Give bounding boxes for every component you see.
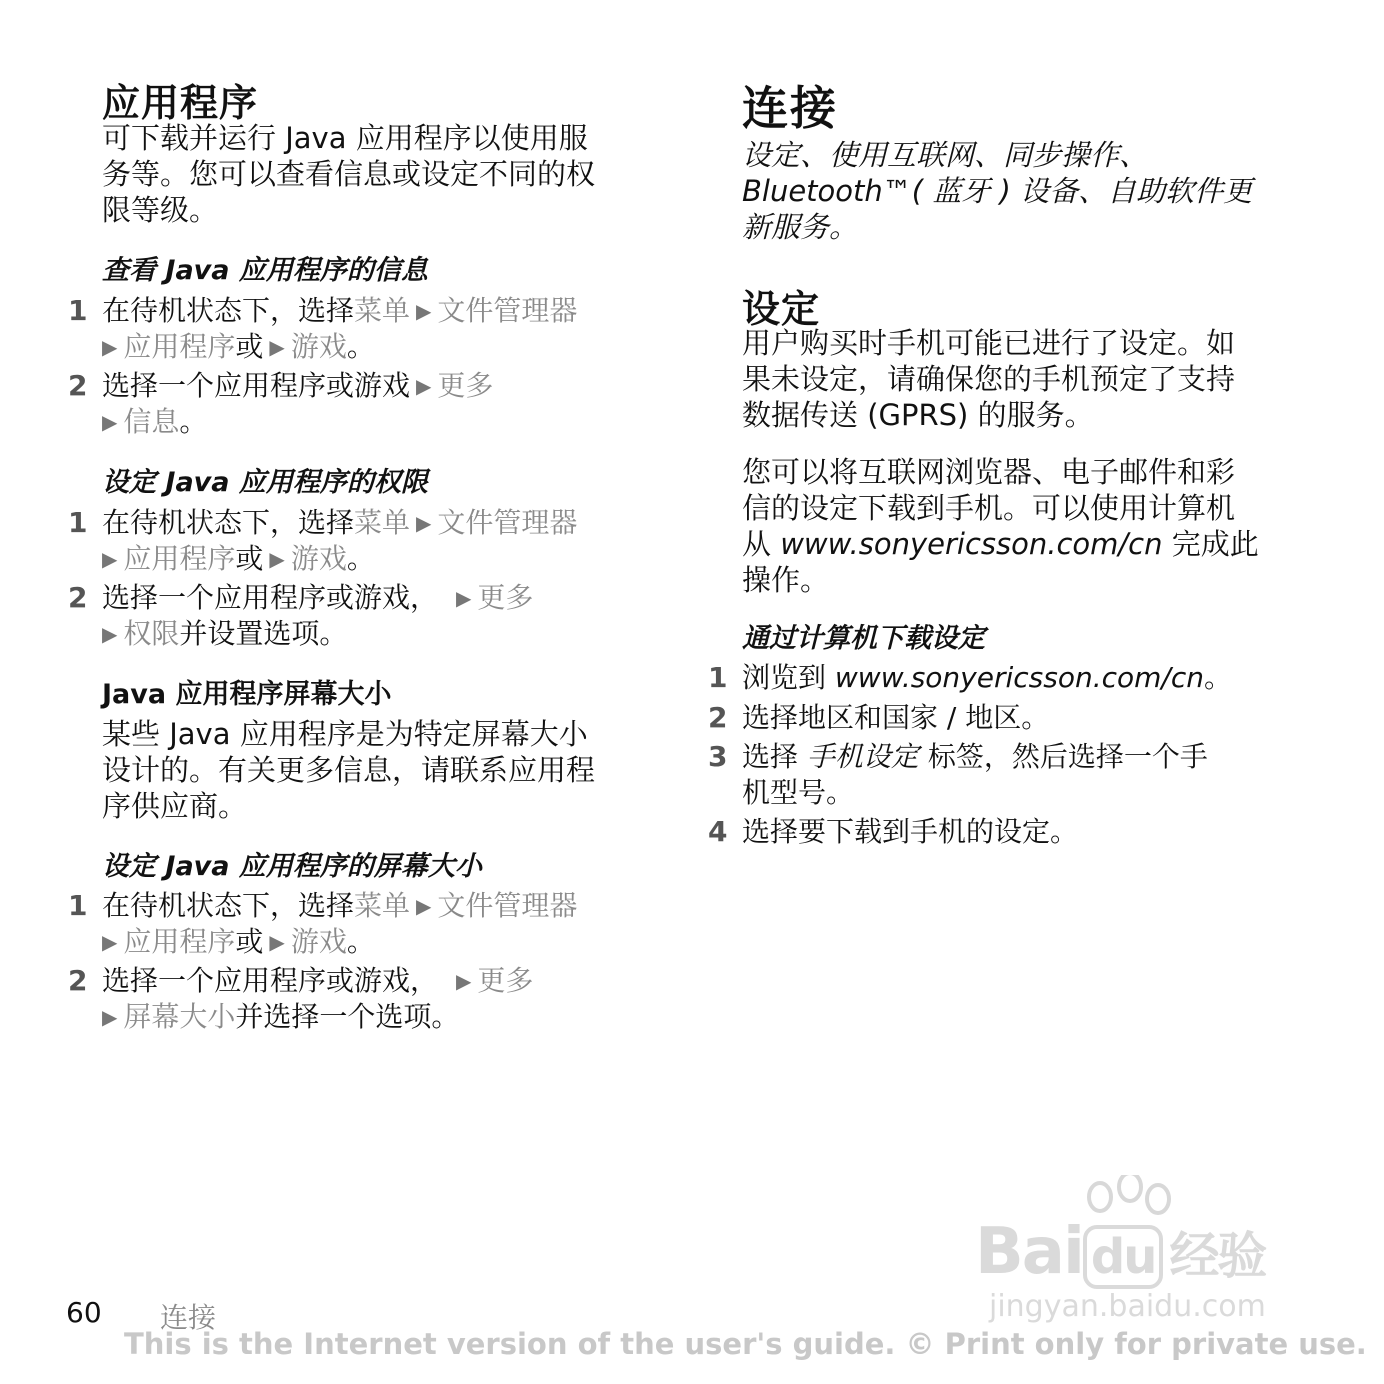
arrow-icon: ▶ [456, 586, 472, 610]
website-link[interactable]: www.sonyericsson.com/cn [834, 661, 1204, 694]
arrow-icon: ▶ [416, 894, 432, 918]
list-item: 1 在待机状态下，选择菜单 ▶ 文件管理器 ▶ 应用程序或 ▶ 游戏。 [68, 294, 578, 363]
section-title-settings: 设定 [742, 287, 821, 331]
website-link[interactable]: www.sonyericsson.com/cn [780, 527, 1163, 561]
arrow-icon: ▶ [269, 930, 285, 954]
subheading-view-java-info: 查看 Java 应用程序的信息 [102, 255, 428, 286]
arrow-icon: ▶ [102, 1005, 118, 1029]
subheading-download-settings: 通过计算机下载设定 [742, 623, 985, 654]
list-item: 2 选择一个应用程序或游戏， ▶ 更多 ▶ 权限并设置选项。 [68, 581, 534, 650]
settings-paragraph-2: 您可以将互联网浏览器、电子邮件和彩 信的设定下载到手机。可以使用计算机 从 www.sonyericsson.com/cn 完成此 操作。 [742, 455, 1259, 597]
java-screen-size-text: 某些 Java 应用程序是为特定屏幕大小 设计的。有关更多信息，请联系应用程 序供应商。 [102, 717, 596, 823]
arrow-icon: ▶ [416, 374, 432, 398]
arrow-icon: ▶ [102, 335, 118, 359]
arrow-icon: ▶ [456, 969, 472, 993]
subheading-java-permissions: 设定 Java 应用程序的权限 [102, 467, 428, 498]
footer-section-name: 连接 [160, 1301, 217, 1334]
list-item: 2 选择一个应用程序或游戏 ▶ 更多 ▶ 信息。 [68, 369, 494, 438]
list-item: 3 选择 手机设定 标签，然后选择一个手 机型号。 [708, 740, 1208, 809]
arrow-icon: ▶ [416, 299, 432, 323]
arrow-icon: ▶ [269, 335, 285, 359]
settings-paragraph-1: 用户购买时手机可能已进行了设定。如 果未设定，请确保您的手机预定了支持 数据传送 (GPRS) 的服务。 [742, 326, 1236, 432]
list-item: 1 在待机状态下，选择菜单 ▶ 文件管理器 ▶ 应用程序或 ▶ 游戏。 [68, 506, 578, 575]
applications-intro: 可下载并运行 Java 应用程序以使用服 务等。您可以查看信息或设定不同的权 限等级。 [102, 121, 596, 227]
arrow-icon: ▶ [102, 410, 118, 434]
arrow-icon: ▶ [269, 547, 285, 571]
arrow-icon: ▶ [102, 622, 118, 646]
page-number: 60 [66, 1296, 102, 1329]
section-title-applications: 应用程序 [102, 81, 259, 125]
subheading-java-screen-size: Java 应用程序屏幕大小 [102, 679, 392, 710]
arrow-icon: ▶ [416, 511, 432, 535]
list-item: 4 选择要下载到手机的设定。 [708, 815, 1079, 848]
section-title-connectivity: 连接 [742, 81, 838, 135]
subheading-set-java-screen-size: 设定 Java 应用程序的屏幕大小 [102, 851, 482, 882]
arrow-icon: ▶ [102, 547, 118, 571]
list-item: 1 在待机状态下，选择菜单 ▶ 文件管理器 ▶ 应用程序或 ▶ 游戏。 [68, 889, 578, 958]
list-item: 1 浏览到 www.sonyericsson.com/cn。 [708, 661, 1233, 694]
list-item: 2 选择地区和国家 / 地区。 [708, 701, 1050, 734]
list-item: 2 选择一个应用程序或游戏， ▶ 更多 ▶ 屏幕大小并选择一个选项。 [68, 964, 534, 1033]
arrow-icon: ▶ [102, 930, 118, 954]
baidu-jingyan-watermark: Bai du 经验 jingyan.baidu.com [975, 1175, 1305, 1325]
connectivity-intro: 设定、使用互联网、同步操作、 Bluetooth™( 蓝牙 ) 设备、自助软件更 新服务。 [742, 138, 1253, 244]
footer-disclaimer: This is the Internet version of the user's guide. © Print only for private use. [124, 1327, 1367, 1361]
